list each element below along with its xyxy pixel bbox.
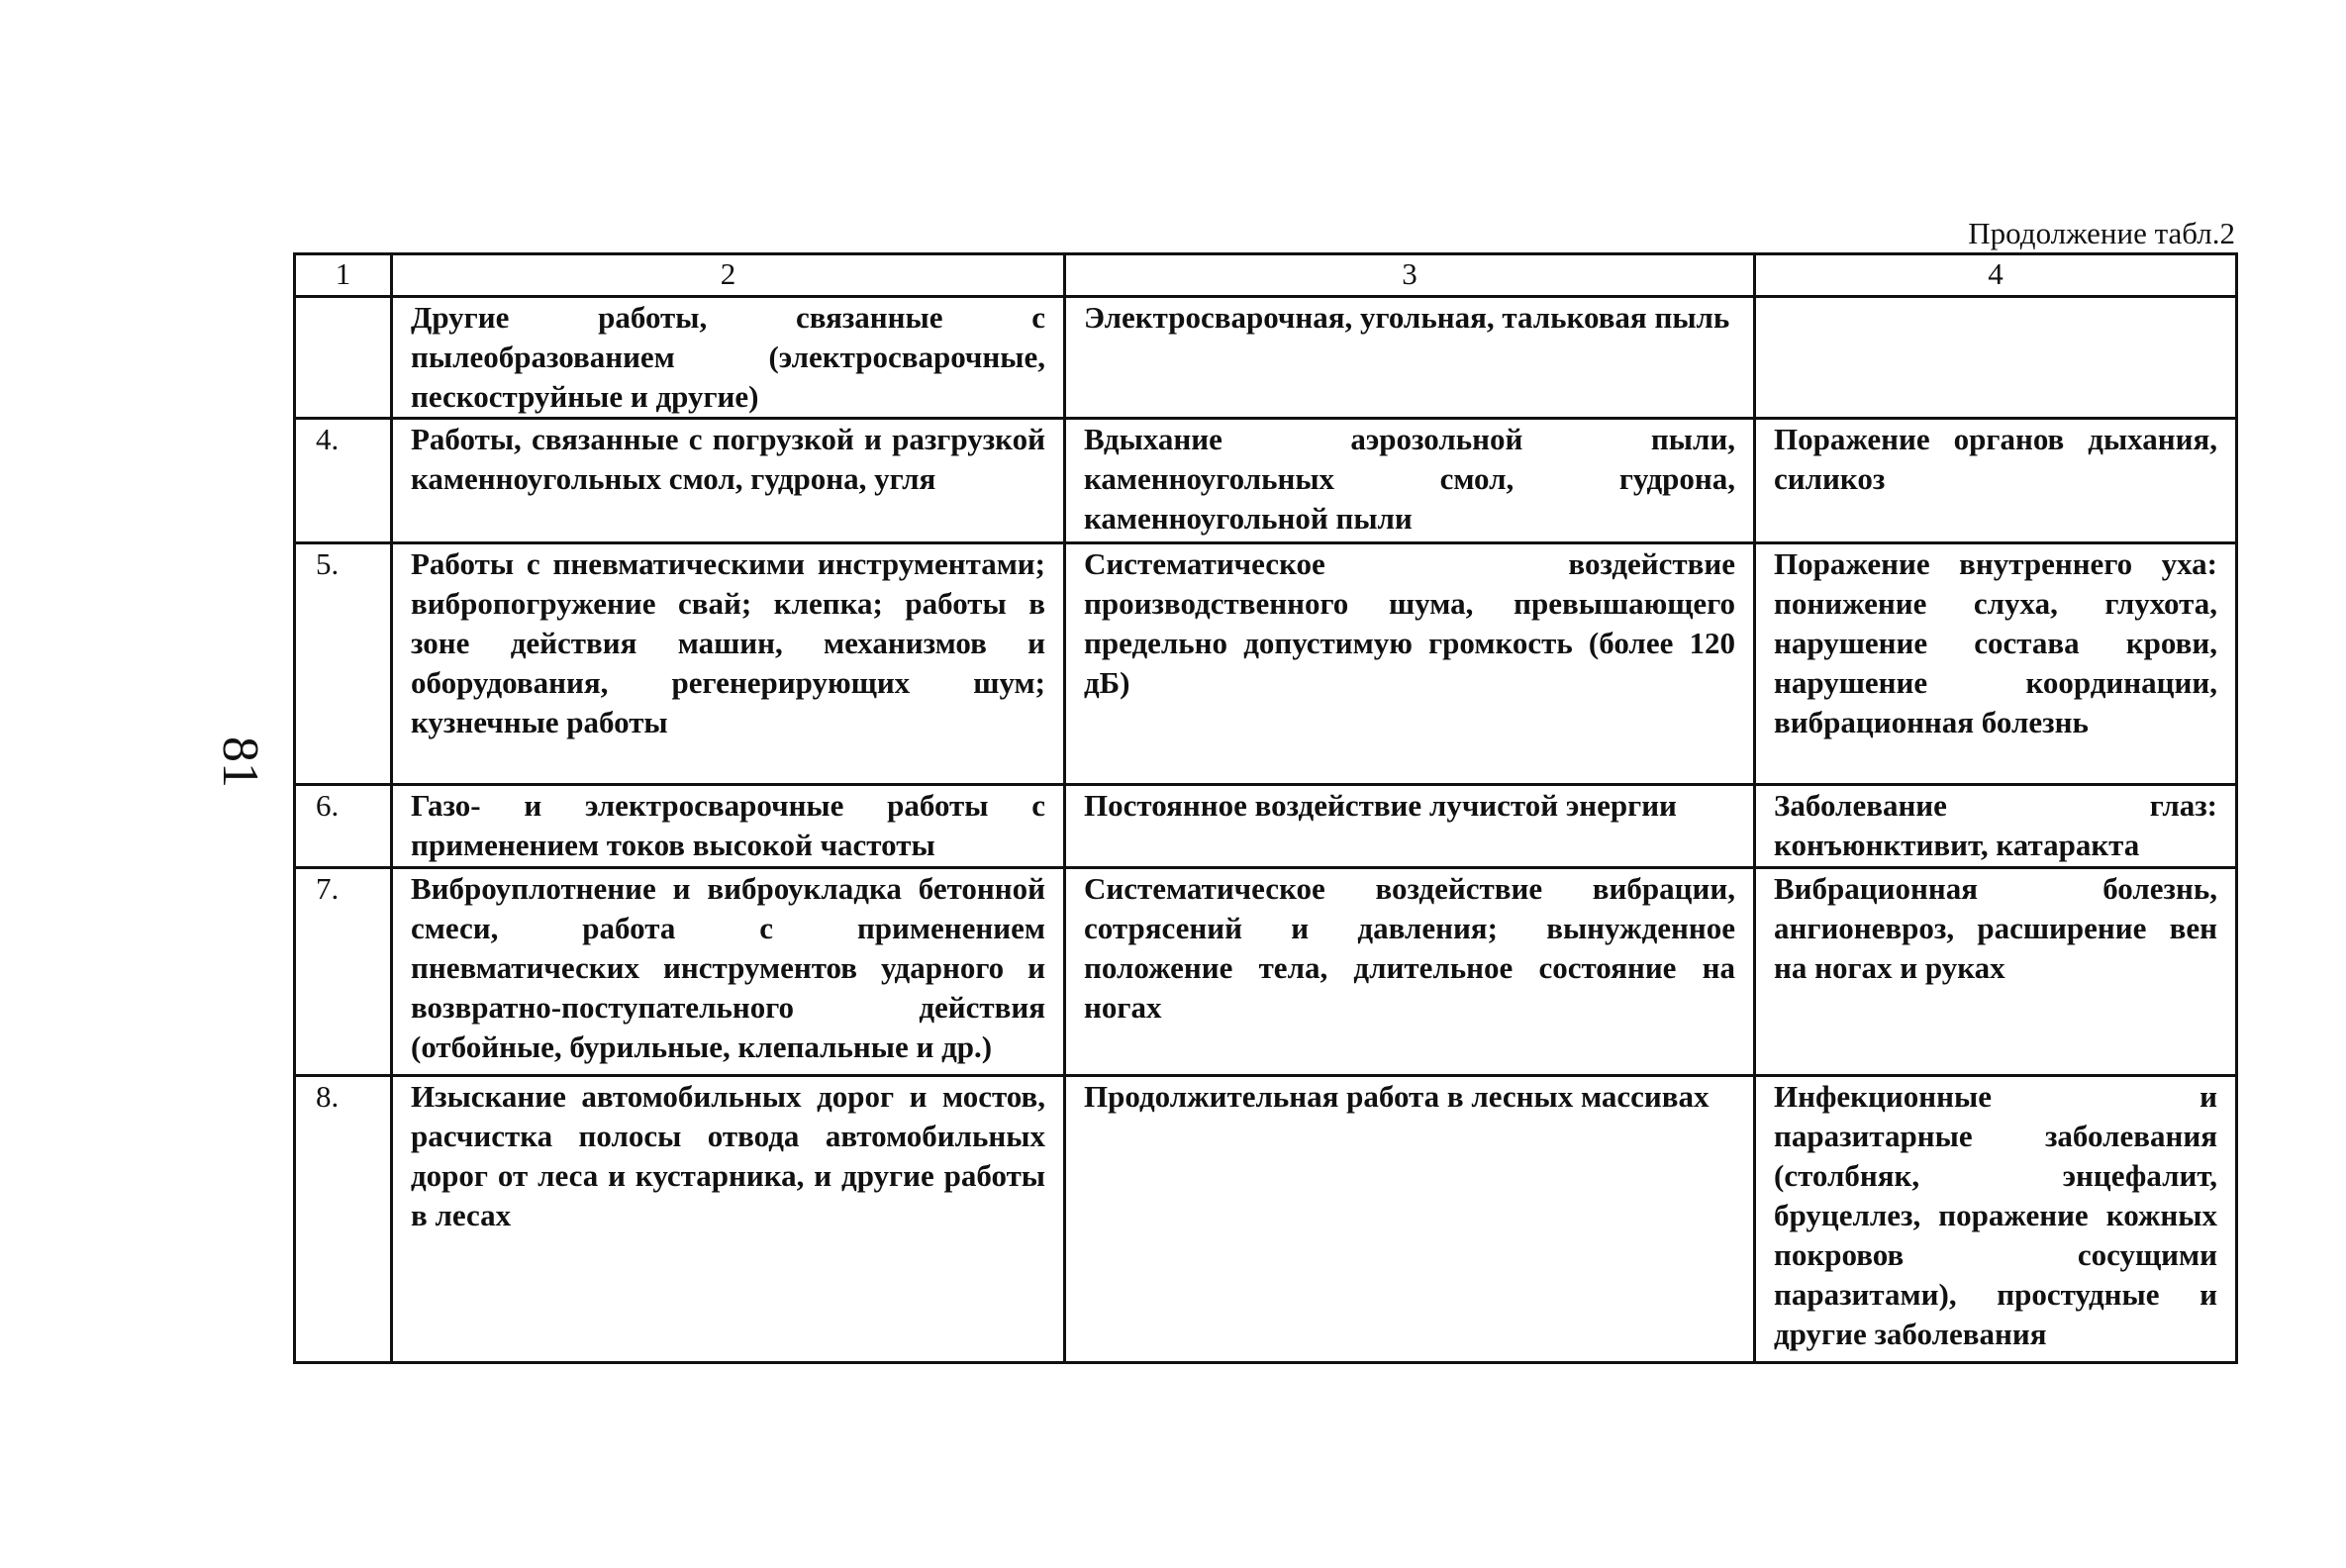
disease-cell: Вибрационная болезнь, ангионевроз, расширение вен на ногах и руках xyxy=(1755,868,2237,1076)
table-row xyxy=(295,1076,2237,1363)
hazard-factor-cell: Систематическое воздействие вибрации, сотрясений и давления; вынужденное положение тела, длительное состояние на ногах xyxy=(1065,868,1755,1076)
work-type-cell: Работы, связанные с погрузкой и разгрузкой каменноугольных смол, гудрона, угля xyxy=(392,419,1065,543)
work-type-cell: Другие работы, связанные с пылеобразованием (электросварочные, пескоструйные и другие) xyxy=(392,297,1065,419)
hazard-factor-cell: Продолжительная работа в лесных массивах xyxy=(1065,1076,1755,1363)
column-header-3: 3 xyxy=(1065,254,1755,297)
hazard-factor-cell: Постоянное воздействие лучистой энергии xyxy=(1065,785,1755,868)
work-type-cell: Газо- и электросварочные работы с применением токов высокой частоты xyxy=(392,785,1065,868)
table-row xyxy=(295,868,2237,1076)
disease-cell: Поражение органов дыхания, силикоз xyxy=(1755,419,2237,543)
page-number: 81 xyxy=(212,736,268,788)
work-type-cell: Изыскание автомобильных дорог и мостов, расчистка полосы отвода автомобильных дорог от леса и кустарника, и другие работы в лесах xyxy=(392,1076,1065,1363)
disease-cell: Инфекционные и паразитарные заболевания (столбняк, энцефалит, бруцеллез, поражение кожных покровов сосущими паразитами), простудные и другие заболевания xyxy=(1755,1076,2237,1363)
hazard-factor-cell: Систематическое воздействие производственного шума, превышающего предельно допустимую громкость (более 120 дБ) xyxy=(1065,543,1755,785)
column-header-4: 4 xyxy=(1755,254,2237,297)
table-row xyxy=(295,297,2237,419)
work-type-cell: Работы с пневматическими инструментами; вибропогружение свай; клепка; работы в зоне действия машин, механизмов и оборудования, регенерирующих шум; кузнечные работы xyxy=(392,543,1065,785)
table-row xyxy=(295,785,2237,868)
occupational-hazards-table xyxy=(293,252,2238,1364)
column-header-1: 1 xyxy=(295,254,392,297)
hazard-factor-cell: Электросварочная, угольная, тальковая пыль xyxy=(1065,297,1755,419)
hazard-factor-cell: Вдыхание аэрозольной пыли, каменноугольных смол, гудрона, каменноугольной пыли xyxy=(1065,419,1755,543)
disease-cell: Заболевание глаз: конъюнктивит, катаракта xyxy=(1755,785,2237,868)
header-row xyxy=(295,254,2237,297)
row-number: 8. xyxy=(295,1076,392,1363)
disease-cell: Поражение внутреннего уха: понижение слуха, глухота, нарушение состава крови, нарушение координации, вибрационная болезнь xyxy=(1755,543,2237,785)
row-number: 6. xyxy=(295,785,392,868)
work-type-cell: Виброуплотнение и виброукладка бетонной смеси, работа с применением пневматических инструментов ударного и возвратно-поступательного действия (отбойные, бурильные, клепальные и др.) xyxy=(392,868,1065,1076)
table-row xyxy=(295,543,2237,785)
table-caption: Продолжение табл.2 xyxy=(1968,216,2235,250)
table-row xyxy=(295,419,2237,543)
disease-cell xyxy=(1755,297,2237,419)
row-number: 4. xyxy=(295,419,392,543)
row-number: 5. xyxy=(295,543,392,785)
row-number: 7. xyxy=(295,868,392,1076)
column-header-2: 2 xyxy=(392,254,1065,297)
row-number xyxy=(295,297,392,419)
